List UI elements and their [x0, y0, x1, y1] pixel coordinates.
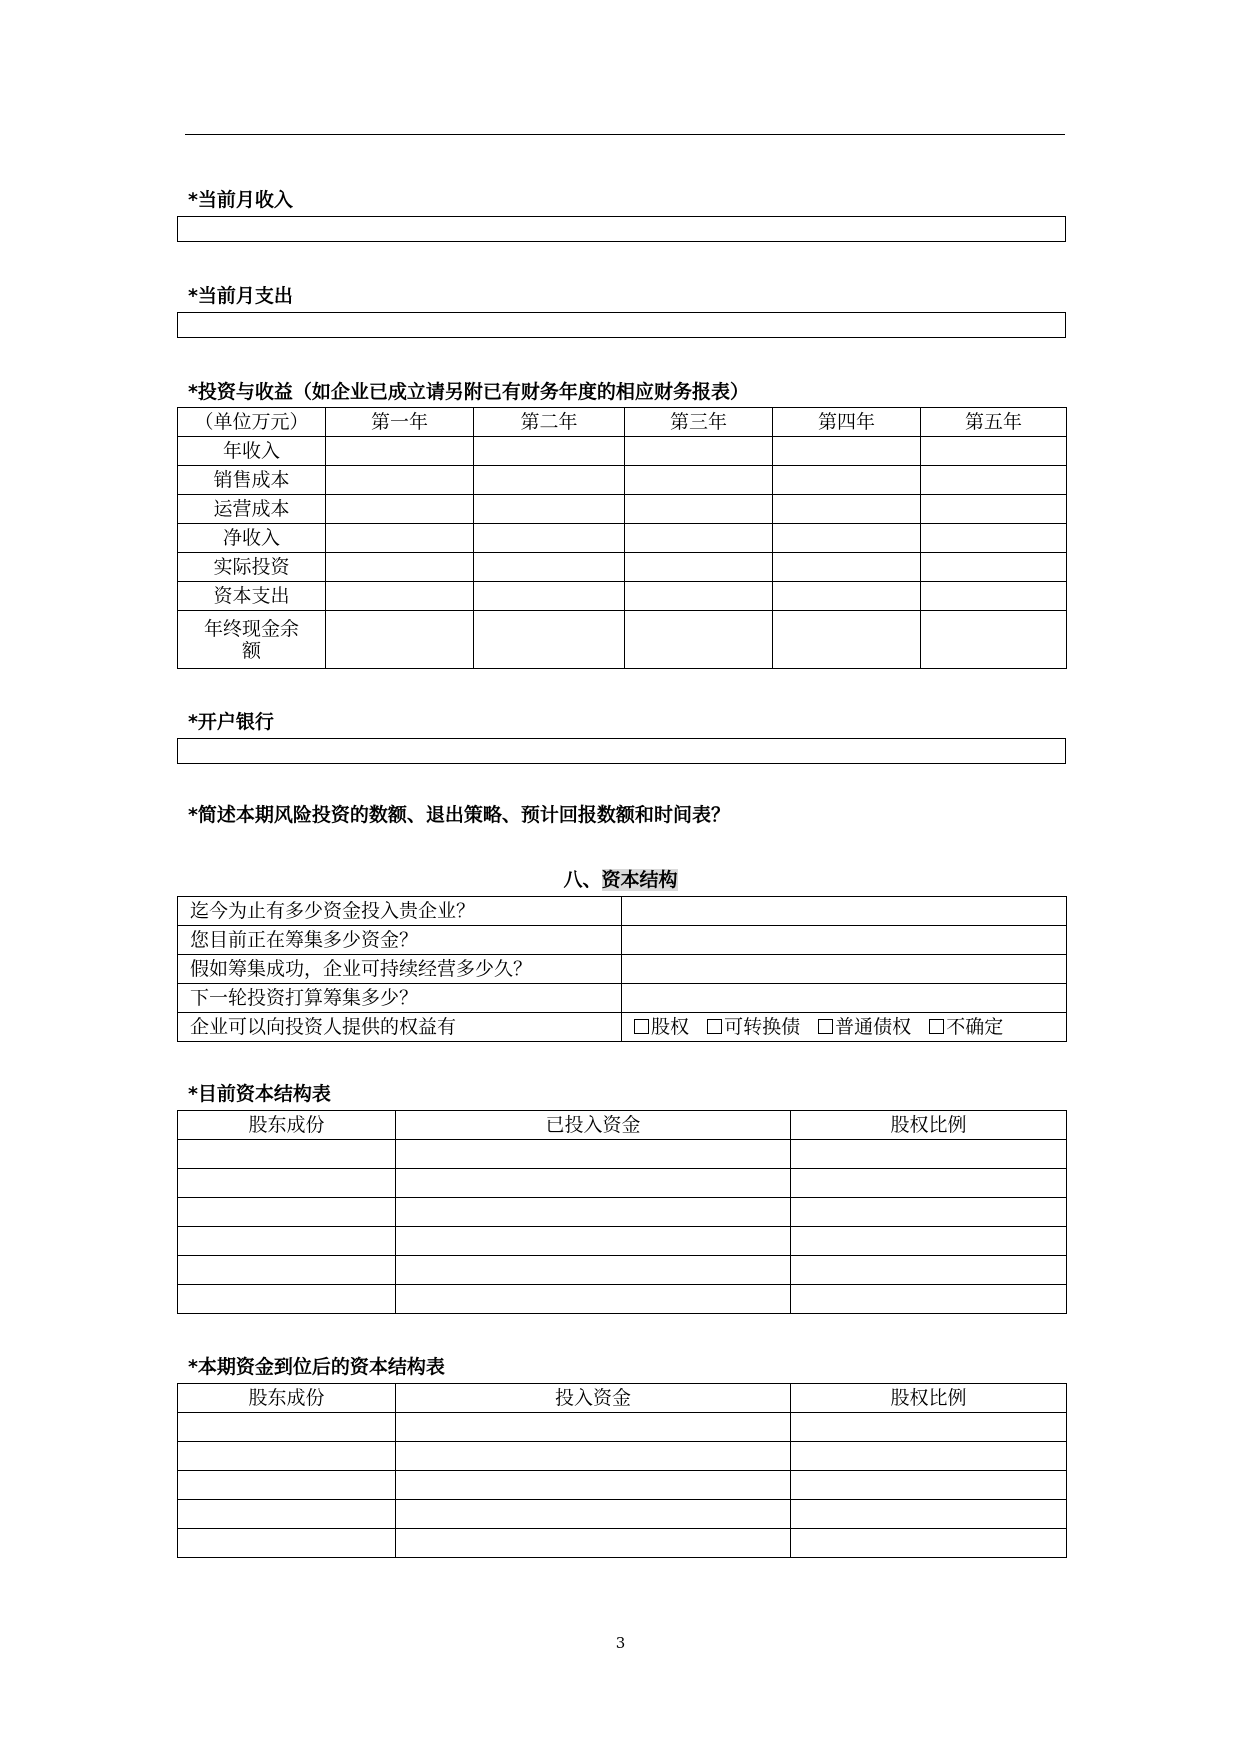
table-row	[178, 897, 1067, 926]
table-row	[178, 1256, 1067, 1285]
equity-options	[622, 1013, 1067, 1042]
checkbox-icon[interactable]	[818, 1019, 833, 1034]
convertible-option[interactable]	[707, 1016, 800, 1038]
debt-option[interactable]	[818, 1016, 911, 1038]
monthly-expense-label: *当前月支出	[188, 285, 293, 307]
option-label: 普通债权	[835, 1016, 912, 1038]
table-cell[interactable]	[625, 524, 773, 553]
answer-cell[interactable]	[622, 955, 1067, 984]
table-cell[interactable]	[625, 437, 773, 466]
row-label: 年终现金余额	[178, 611, 326, 669]
question-label: 迄今为止有多少资金投入贵企业？	[178, 897, 622, 926]
table-row	[178, 1500, 1067, 1529]
table-cell[interactable]	[773, 524, 921, 553]
year-3-header: 第三年	[625, 408, 773, 437]
table-cell[interactable]	[474, 437, 625, 466]
table-header-row	[178, 1111, 1067, 1140]
table-cell[interactable]	[474, 553, 625, 582]
table-cell[interactable]	[396, 1413, 791, 1442]
answer-cell[interactable]	[622, 984, 1067, 1013]
table-cell[interactable]	[326, 582, 474, 611]
row-label: 销售成本	[178, 466, 326, 495]
shareholder-header: 股东成份	[178, 1384, 396, 1413]
table-cell[interactable]	[791, 1140, 1067, 1169]
current-cap-table-label: *目前资本结构表	[188, 1083, 331, 1105]
table-row	[178, 984, 1067, 1013]
table-cell[interactable]	[773, 611, 921, 669]
table-row	[178, 466, 1067, 495]
table-cell[interactable]	[791, 1256, 1067, 1285]
table-row	[178, 1471, 1067, 1500]
table-row	[178, 437, 1067, 466]
table-cell[interactable]	[326, 524, 474, 553]
year-2-header: 第二年	[474, 408, 625, 437]
answer-cell[interactable]	[622, 897, 1067, 926]
investment-returns-table	[177, 407, 1067, 669]
table-row	[178, 1442, 1067, 1471]
row-label: 净收入	[178, 524, 326, 553]
table-cell[interactable]	[921, 437, 1067, 466]
table-row	[178, 1198, 1067, 1227]
table-row	[178, 1227, 1067, 1256]
capital-structure-table	[177, 896, 1067, 1042]
table-cell[interactable]	[396, 1140, 791, 1169]
checkbox-icon[interactable]	[634, 1019, 649, 1034]
monthly-income-field[interactable]	[177, 216, 1066, 242]
table-cell[interactable]	[791, 1227, 1067, 1256]
bank-label: *开户银行	[188, 711, 274, 733]
table-cell[interactable]	[326, 437, 474, 466]
bank-field[interactable]	[177, 738, 1066, 764]
table-cell[interactable]	[396, 1285, 791, 1314]
table-row	[178, 1413, 1067, 1442]
table-row	[178, 955, 1067, 984]
table-cell[interactable]	[474, 495, 625, 524]
table-cell[interactable]	[625, 553, 773, 582]
table-cell[interactable]	[178, 1413, 396, 1442]
year-1-header: 第一年	[326, 408, 474, 437]
exit-strategy-label: *简述本期风险投资的数额、退出策略、预计回报数额和时间表？	[188, 804, 730, 826]
option-label: 股权	[651, 1016, 690, 1038]
table-cell[interactable]	[396, 1256, 791, 1285]
section-title: 资本结构	[601, 869, 678, 891]
table-row	[178, 582, 1067, 611]
option-label: 可转换债	[724, 1016, 801, 1038]
year-5-header: 第五年	[921, 408, 1067, 437]
table-cell[interactable]	[791, 1442, 1067, 1471]
table-header-row	[178, 1384, 1067, 1413]
page-number: 3	[615, 1634, 626, 1652]
table-cell[interactable]	[791, 1169, 1067, 1198]
row-label: 运营成本	[178, 495, 326, 524]
table-row	[178, 1013, 1067, 1042]
invested-funds-header: 已投入资金	[396, 1111, 791, 1140]
question-label: 您目前正在筹集多少资金？	[178, 926, 622, 955]
row-label: 实际投资	[178, 553, 326, 582]
table-cell[interactable]	[625, 495, 773, 524]
post-funding-cap-table	[177, 1383, 1067, 1558]
equity-ratio-header: 股权比例	[791, 1111, 1067, 1140]
question-label: 假如筹集成功，企业可持续经营多少久？	[178, 955, 622, 984]
table-cell[interactable]	[474, 524, 625, 553]
section-number: 八、	[563, 869, 602, 891]
table-cell[interactable]	[474, 582, 625, 611]
table-cell[interactable]	[474, 466, 625, 495]
table-row	[178, 524, 1067, 553]
table-cell[interactable]	[791, 1471, 1067, 1500]
table-cell[interactable]	[396, 1500, 791, 1529]
table-cell[interactable]	[625, 611, 773, 669]
table-cell[interactable]	[625, 582, 773, 611]
table-cell[interactable]	[178, 1198, 396, 1227]
investment-returns-label: *投资与收益（如企业已成立请另附已有财务年度的相应财务报表）	[188, 381, 749, 403]
table-row	[178, 1285, 1067, 1314]
table-cell[interactable]	[921, 466, 1067, 495]
table-cell[interactable]	[921, 495, 1067, 524]
monthly-expense-field[interactable]	[177, 312, 1066, 338]
table-row	[178, 553, 1067, 582]
table-cell[interactable]	[396, 1198, 791, 1227]
table-cell[interactable]	[178, 1285, 396, 1314]
post-funding-cap-table-label: *本期资金到位后的资本结构表	[188, 1356, 445, 1378]
table-row	[178, 1169, 1067, 1198]
table-cell[interactable]	[178, 1169, 396, 1198]
table-cell[interactable]	[178, 1227, 396, 1256]
table-cell[interactable]	[921, 553, 1067, 582]
table-cell[interactable]	[326, 466, 474, 495]
table-cell[interactable]	[791, 1285, 1067, 1314]
row-label: 年收入	[178, 437, 326, 466]
undecided-option[interactable]	[929, 1016, 1003, 1038]
invested-funds-header: 投入资金	[396, 1384, 791, 1413]
table-row	[178, 495, 1067, 524]
current-cap-table	[177, 1110, 1067, 1314]
table-cell[interactable]	[791, 1413, 1067, 1442]
table-header-row	[178, 408, 1067, 437]
table-cell[interactable]	[474, 611, 625, 669]
table-cell[interactable]	[773, 466, 921, 495]
shareholder-header: 股东成份	[178, 1111, 396, 1140]
table-cell[interactable]	[921, 611, 1067, 669]
year-4-header: 第四年	[773, 408, 921, 437]
table-cell[interactable]	[326, 611, 474, 669]
table-cell[interactable]	[178, 1140, 396, 1169]
equity-ratio-header: 股权比例	[791, 1384, 1067, 1413]
table-cell[interactable]	[773, 495, 921, 524]
answer-cell[interactable]	[622, 926, 1067, 955]
table-cell[interactable]	[773, 437, 921, 466]
option-label: 不确定	[946, 1016, 1004, 1038]
section-heading	[0, 867, 1241, 893]
table-cell[interactable]	[326, 495, 474, 524]
table-cell[interactable]	[791, 1198, 1067, 1227]
table-cell[interactable]	[178, 1529, 396, 1558]
table-cell[interactable]	[396, 1169, 791, 1198]
table-row	[178, 1529, 1067, 1558]
table-cell[interactable]	[178, 1442, 396, 1471]
question-label: 企业可以向投资人提供的权益有	[178, 1013, 622, 1042]
monthly-income-label: *当前月收入	[188, 189, 293, 211]
table-cell[interactable]	[396, 1227, 791, 1256]
equity-option[interactable]	[634, 1016, 689, 1038]
table-cell[interactable]	[178, 1471, 396, 1500]
checkbox-icon[interactable]	[707, 1019, 722, 1034]
table-cell[interactable]	[178, 1256, 396, 1285]
table-row	[178, 611, 1067, 669]
table-cell[interactable]	[791, 1529, 1067, 1558]
table-cell[interactable]	[921, 524, 1067, 553]
table-cell[interactable]	[326, 553, 474, 582]
table-cell[interactable]	[178, 1500, 396, 1529]
header-rule	[185, 134, 1065, 135]
table-cell[interactable]	[773, 582, 921, 611]
table-cell[interactable]	[791, 1500, 1067, 1529]
table-cell[interactable]	[396, 1442, 791, 1471]
table-cell[interactable]	[396, 1529, 791, 1558]
question-label: 下一轮投资打算筹集多少？	[178, 984, 622, 1013]
table-cell[interactable]	[921, 582, 1067, 611]
table-row	[178, 926, 1067, 955]
table-cell[interactable]	[396, 1471, 791, 1500]
table-cell[interactable]	[625, 466, 773, 495]
checkbox-icon[interactable]	[929, 1019, 944, 1034]
table-row	[178, 1140, 1067, 1169]
unit-header: （单位万元）	[178, 408, 326, 437]
table-cell[interactable]	[773, 553, 921, 582]
row-label: 资本支出	[178, 582, 326, 611]
